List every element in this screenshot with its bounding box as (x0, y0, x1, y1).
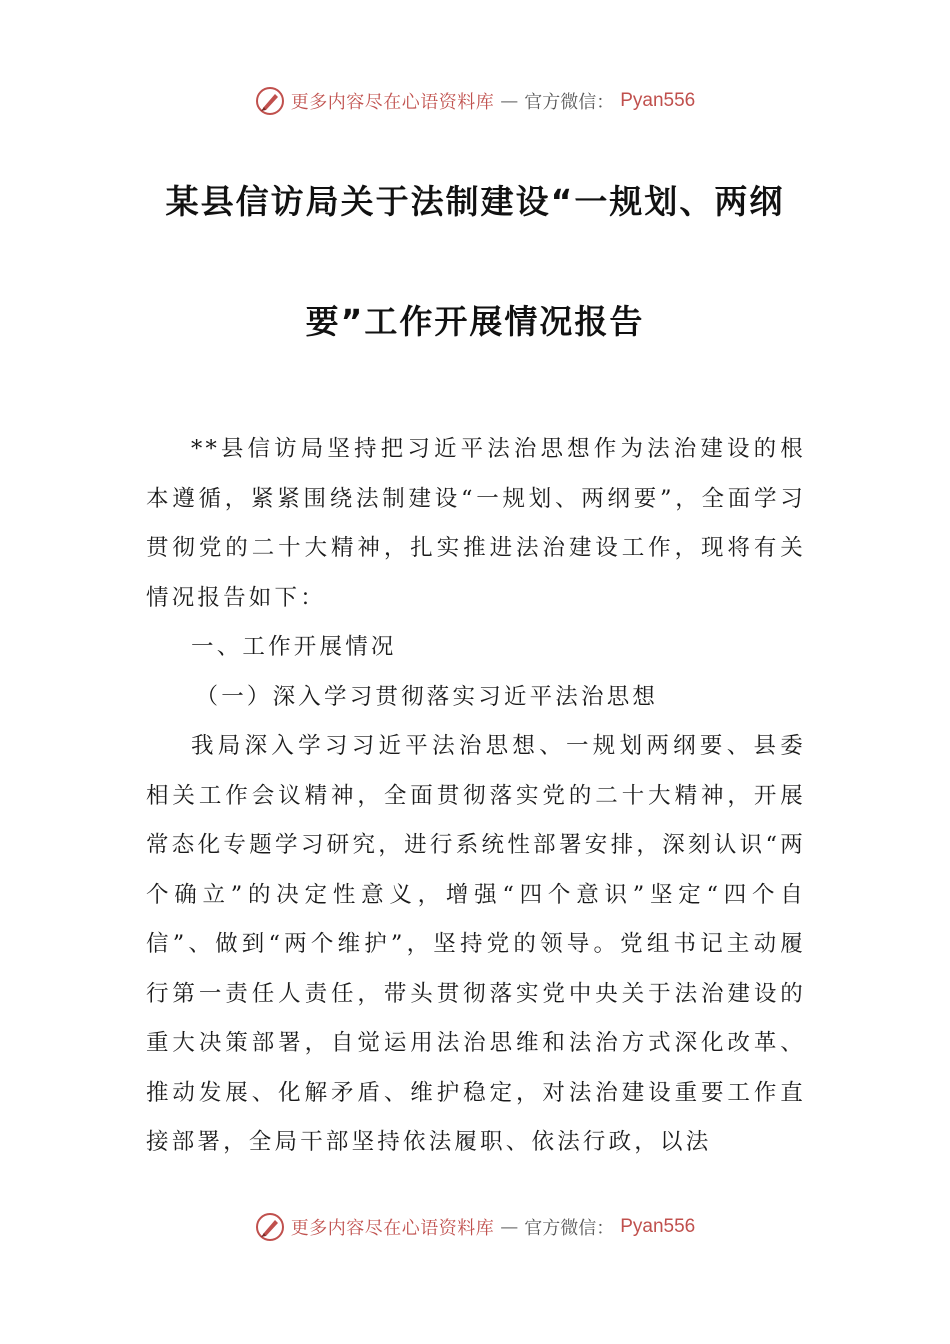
watermark-separator: — (500, 1216, 519, 1238)
watermark-code: Pyan556 (620, 90, 696, 111)
section-heading-1: 一、工作开展情况 (191, 634, 397, 660)
watermark-label: 官方微信： (524, 1218, 615, 1239)
watermark-site-text: 更多内容尽在心语资料库 (290, 92, 495, 113)
watermark-code: Pyan556 (620, 1216, 696, 1237)
document-title-line-1: 某县信访局关于法制建设“一规划、两纲 (165, 182, 785, 221)
body-paragraph-1: 我局深入学习习近平法治思想、一规划两纲要、县委相关工作会议精神，全面贯彻落实党的二十大精神，开展常态化专题学习研究，进行系统性部署安排，深刻认识“两个确立”的决定性意义，增强“四个意识”坚定“四个自信”、做到“两个维护”，坚持党的领导。党组书记主动履行第一责任人责任，带头贯彻落实党中央关于法治建设的重大决策部署，自觉运用法治思维和法治方式深化改革、推动发展、化解矛盾、维护稳定，对法治建设重要工作直接部署，全局干部坚持依法履职、依法行政，以法 (146, 733, 806, 1155)
pen-logo-icon (255, 86, 285, 116)
pen-logo-icon (255, 1212, 285, 1242)
intro-paragraph: **县信访局坚持把习近平法治思想作为法治建设的根本遵循，紧紧围绕法制建设“一规划、两纲要”，全面学习贯彻党的二十大精神，扎实推进法治建设工作，现将有关情况报告如下： (146, 436, 806, 611)
document-body (146, 425, 806, 1168)
header-watermark (0, 86, 950, 116)
watermark-separator: — (500, 90, 519, 112)
watermark-site-text: 更多内容尽在心语资料库 (290, 1218, 495, 1239)
footer-watermark (0, 1212, 950, 1242)
subsection-heading-1: （一）深入学习贯彻落实习近平法治思想 (195, 683, 659, 710)
watermark-label: 官方微信： (524, 92, 615, 113)
document-title-line-2: 要”工作开展情况报告 (305, 302, 645, 341)
